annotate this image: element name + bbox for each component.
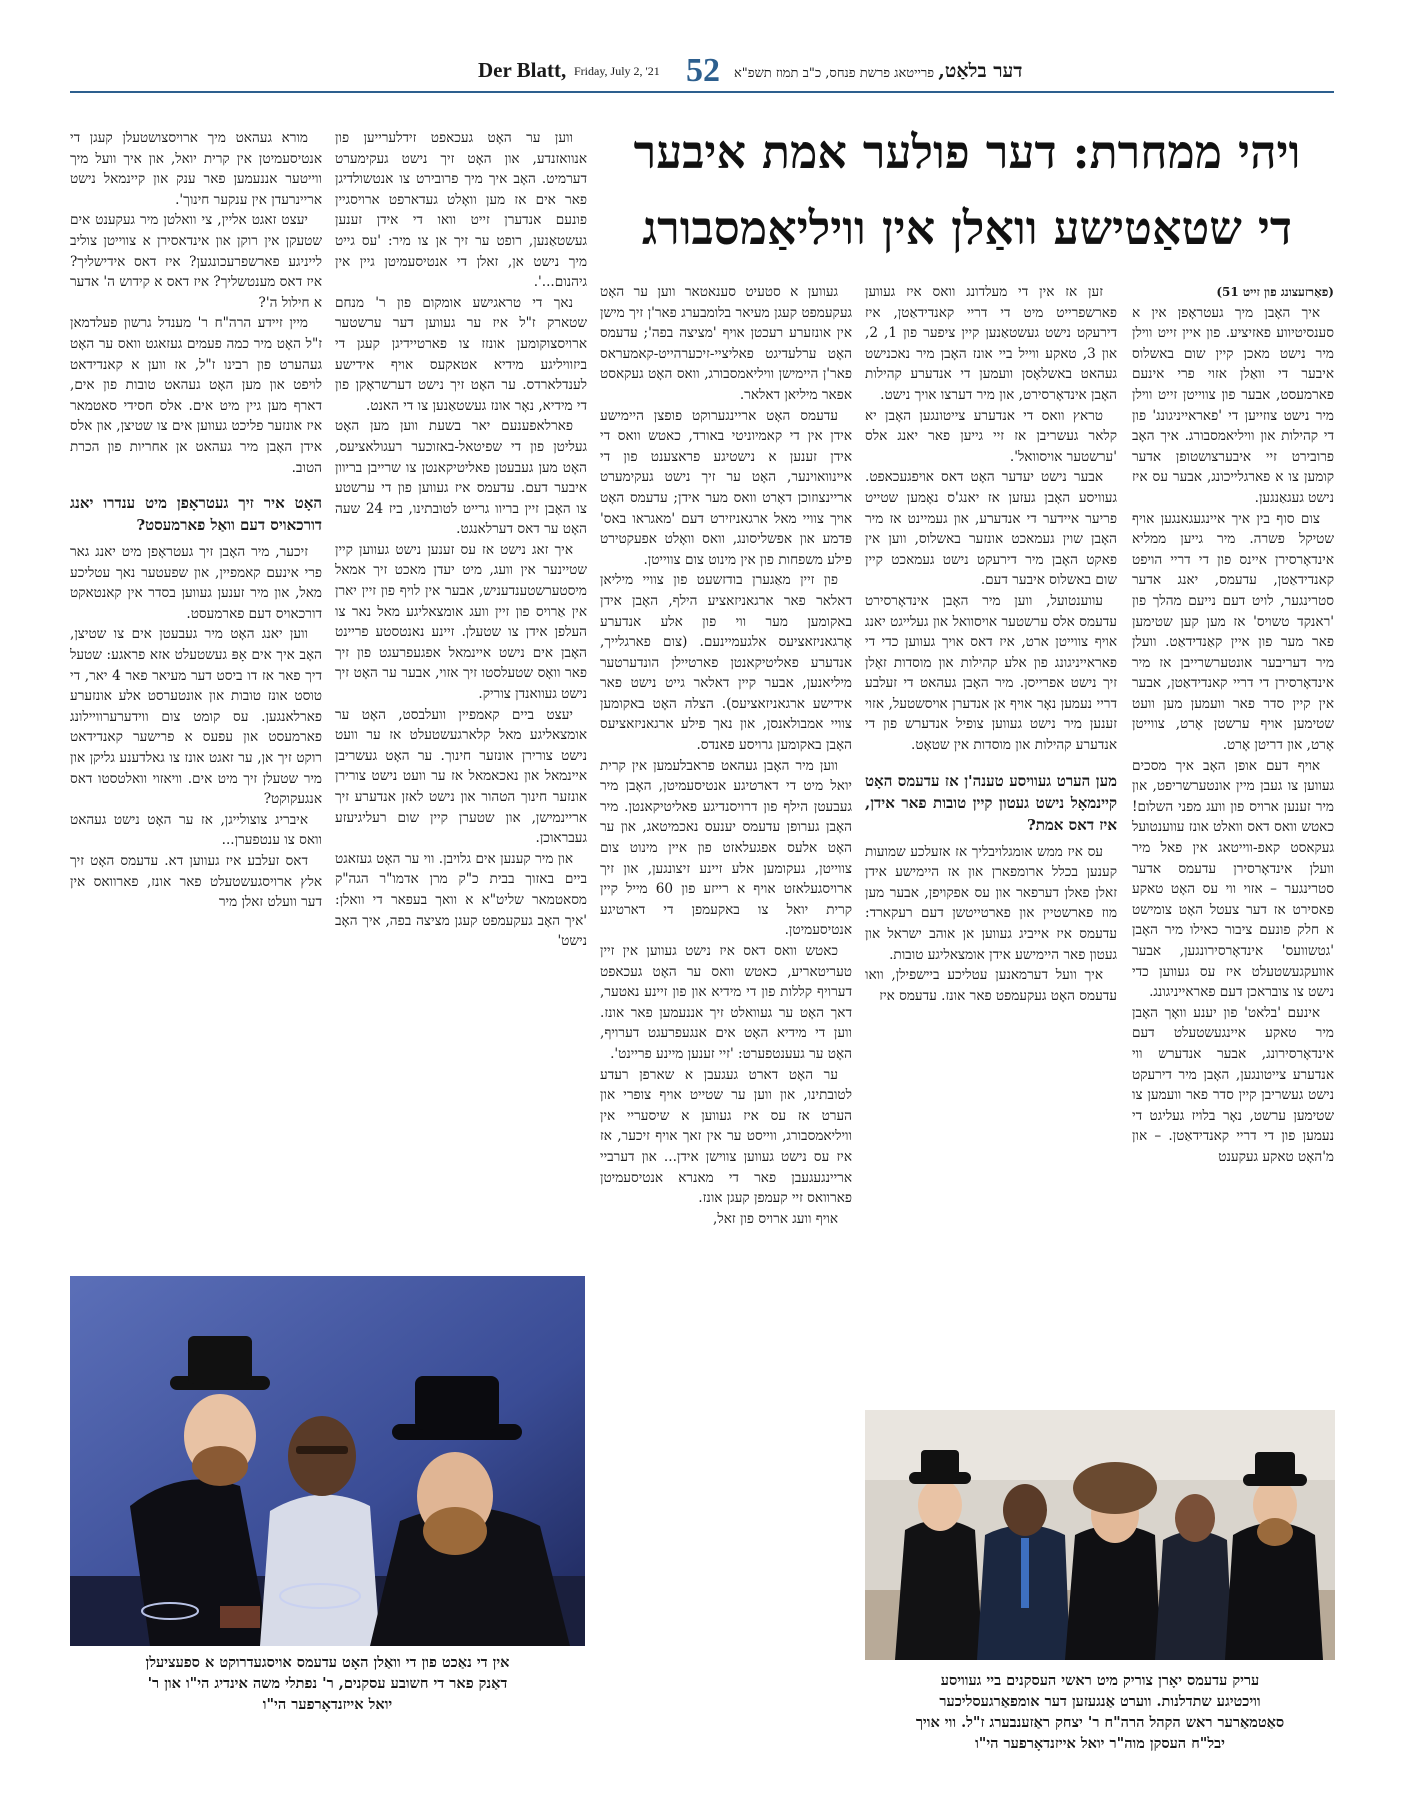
paragraph: ווען מיר האָבן געהאט פראבלעמען אין קרית יואל מיט די דארטיגע אנטיסעמיטן, האָבן מיר געבעטן הילף פון דרויסנדיגע פאליטיקאנטן. מיר האָבן גערופן עדעמס יענעס נאכמיטאג, און ער האָט אלעס אפגעלאזט פון איין מינוט צום צווייטן, געקומען אלע זיינע זיצונגען, און זיך ארויסגעלאזט אויף א רייזע פון 60 מייל קיין קרית יואל צו באקעמפן די דארטיגע אנטיסעמיטן. — [600, 757, 852, 939]
masthead-date-en: Friday, July 2, '21 — [574, 64, 660, 78]
paragraph: זיכער, מיר האָבן זיך געטראָפן מיט יאנג גאר פרי אינעם קאמפיין, און שפעטער נאך עטליכע מאל, און מיר זענען געווען בסדר אין קאנטאקט דורכאויס דעם פארמעסט. — [70, 544, 322, 622]
paragraph: עס איז ממש אומגלויבליך אז אזעלכע שמועות קענען בכלל ארומפארן און אז היימישע אידן זאלן פאלן דערפאר און עס אפקויפן, אבער מען מוז פארשטיין און פארטייטשן דעם רעקארד: עדעמס איז אייביג געווען אן אוהב ישראל און געטון פאר היימישע אידן אומצאליגע טובות. — [865, 843, 1117, 963]
continued-from-note: (פאַרזעצונג פון זייט 51) — [1216, 285, 1334, 299]
paragraph: כאטש וואס דאס איז נישט געווען אין זיין טעריטאריע, כאטש וואס ער האָט געכאפט דערויף קללות פון די מידיא און פון זיינע נאטער, דאך האָט ער געוואלט זיך אננעמען פאר אונז. ווען די מידיא האָט אים אנגעפרעגט דערויף, האָט ער געענטפערט: 'זיי זענען מיינע פריינט'. — [600, 943, 852, 1062]
paragraph: ער האָט דארט געגעבן א שארפן רעדע לטובתינו, און ווען ער שטייט אויף צופרי און הערט אז עס איז געווען א שיסעריי אין וויליאמסבורג, ווייסט ער אין זאך אויף זיכער, אז איז עס נישט געווען צווישן אידן... און דערביי אריינגעגעבן פאר די מאנרא אנטיסעמיטן פארוואס זיי קעמפן קעגן אונז. — [600, 1066, 852, 1207]
paragraph: פארלאפענעם יאר בשעת ווען מען האָט געליטן פון די שפיטאל-באזוכער רעגולאציעס, האָט מען געבעטן פאליטיקאנטן צו שרייבן בריוון איבער דעם. עדעמס איז געווען פון די ערשטע צו האָבן זיין בריוו גרייט לטובתינו, ביז 24 שעה האָט ער דאס דערלאנגט. — [335, 418, 587, 538]
paragraph: איך האָבן מיך געטראָפן אין א סענסיטיווע פאזיציע. פון איין זייט ווילן מיר נישט מאכן קיין שום באשלוס איבער די וואַלן אזוי פרי אינעם פארמעסט, אבער פון צווייטן זייט ווילן מיר נישט צוזייען די 'פאראייניגונג' פון די קהילות און וויליאמסבורג. איך האָב פרובירט זיי איבערצושטופן אדער קומען צו א פארגלייכונג, אבער עס איז נישט געגאַנגען. — [1132, 304, 1334, 506]
paragraph: אינעם 'בלאט' פון יענע וואָך האָבן מיר טאקע איינגעשטעלט דעם אינדאָרסירונג, אבער אנדערש ווי אנדערע צייטונגען, האָבן מיר דירעקט נישט געשריבן קיין סדר פאר וועמען צו שטימען ערשט, נאָר בלויז געליגט די נעמען פון די דריי קאנדידאַטן. – און מ'האָט טאקע געקענט — [1132, 1004, 1334, 1165]
paragraph: און מיר קענען אים גלויבן. ווי ער האָט געזאגט ביים באזוך בבית כ"ק מרן אדמו"ר הגה"ק מסאטמאר שליט"א א וואך בעפאר די וואלן: 'איך האָב געקעמפט קעגן מציצה בפה, איך האָב נישט' — [335, 850, 587, 950]
masthead-paper-name-he: דער בלאַט, — [938, 60, 1023, 82]
paragraph: איך זאג נישט אז עס זענען נישט געווען קיין שטיינער אין וועג, מיט יעדן מאכט זיך אמאל מיסטערשטענדעניש, אבער אין לויף פון זיין יארן אין אַרויס פון זיין וועג אומצאליגע מאל נאר צו העלפן אידן צו שטעלן. זיינע נאנטסטע פריינט האָבן אים נישט איינמאל אפגעפרעגט פון זיך פאר וואָס שטעלסטו זיך אזוי, אבער ער האָט זיך נישט געוואנדן צוריק. — [335, 541, 587, 703]
paragraph: ווען ער האָט געכאפט זידלערייען פון אנוואזנדע, און האָט זיך נישט געקימערט דערמיט. האָב איך מיך פרובירט צו אנטשולדיגן פאר אים אז מען וואָלט געדארפט ארויסגיין פונעם אנדערן זייט וואו די אידן זענען געשטאַנען, רופט ער זיך אן צו מיר: 'עס גייט מיך נישט אן, זאלן די אנטיסעמיטן גיין אין גיהנום...'. — [335, 130, 587, 291]
paragraph: פון זיין מאַגערן בודזשעט פון צוויי מיליאן דאלאר פאר ארגאניזאציע הילף, האָבן אידן באקומען מער ווי פון אלע אנדערע אָרגאניזאציעס אלגעמיינעם. (צום פארגלייך, אנדערע פאליטיקאנטן פארטיילן הונדערטער מיליאנען, אבער קיין דאלאר גייט נישט פאר אידישע ארגאניזאציעס). הצלה האָט באקומען צוויי אמבולאנסן, און נאך פילע ארגאניזאציעס האָבן באקומען גרויסע פאנדס. — [600, 572, 852, 754]
paragraph: יעצט זאגט אליין, צי וואלטן מיר געקענט אים שטעקן אין רוקן און אינדאסירן א צווייטן צוליב לייניגע פארשפרעכונגען? איז דאס אידישליך? איז דאס מענטשליך? איז דאס א קידוש ה' אדער א חילול ה'? — [70, 212, 322, 311]
photo-election-night-caption — [70, 1652, 585, 1715]
paragraph: איך וועל דערמאנען עטליכע ביישפילן, וואו עדעמס האָט געקעמפט פאר אונז. עדעמס איז — [865, 967, 1117, 1004]
article-column-3 — [600, 282, 852, 1710]
caption-line: יבל"ח העסקן מוה"ר יואל אייזנדאָרפער הי"ו — [975, 1735, 1225, 1752]
masthead-rule — [70, 91, 1334, 93]
paragraph: יעצט ביים קאמפיין וועלבסט, האָט ער אומצאליגע מאל קלארגעשטעלט אז ער וועט נישט צורירן אונזער חינוך. ער האָט געשריבן איינמאל און נאכאמאל אז ער וועט נישט צורירן אונזער חינוך הטהור און נישט לאזן אנדערע זיך אריינמישן, און שטערן קיין שום רעליגיעזע געבראוכן. — [335, 706, 587, 847]
article-column-2 — [865, 282, 1117, 1402]
photo-election-night-image — [70, 1276, 585, 1646]
headline-line-1: ויהי ממחרת: דער פולער אמת איבער — [633, 125, 1301, 179]
photo-askanim-meeting — [865, 1410, 1335, 1660]
paragraph: אויף וועג ארויס פון זאל, — [713, 1210, 838, 1227]
masthead-date-he: פרייטאג פרשת פנחס, כ"ב תמוז תשפ"א — [734, 66, 935, 81]
caption-line: דאַנק פאר די חשובע עסקנים, ר' נפתלי משה אינדיג הי"ו און ר' — [147, 1675, 508, 1692]
paragraph: איבריג צוצולייגן, אז ער האָט נישט געהאט וואס צו ענטפערן... — [70, 811, 322, 849]
paragraph: טראץ וואס די אנדערע צייטונגען האָבן יא קלאר געשריבן אז זיי גייען פאר יאנג אלס 'ערשטער אויסוואל'. — [865, 407, 1117, 465]
paragraph: עדעמס האָט אריינגערוקט פופצן היימישע אידן אין די קאמיוניטי באורד, כאטש וואס די אידן זענען א נישטיגע פראצענט פון די איינוואוינער, האָט ער זיך נישט געקימערט אריינצוזוכן דאָרט וואס מער אידן; עדעמס האָט אויך צוויי מאל ארגאניזירט דעם 'מאגראו באס' פּדמע און אפשליסונג, וואס וואָלט אפעקטירט פילע משפחות פון אין מינוט צום צווייטן. — [600, 407, 852, 568]
paragraph: ווען יאנג האָט מיר געבעטן אים צו שטיצן, האָב איך אים אָפּ געשטעלט אזא פראגע: שטעל דיך פאר אז דו ביסט דער מעיאר פאר 4 יאר, די טוסט אונז טובות און אונטערסט אלע אונזערע פארלאנגען. עס קומט צום ווידערערוויילונג פארמעסט און עפעס א פרישער קאנדידאט רוקט זיך אן, ער זאגט אונז צו גאלדענע גליקן און מיר שטעלן זיך מיט אים. וויאזוי וואלטסטו דאס אנגעקוקט? — [70, 626, 322, 808]
caption-line: עריק עדעמס יאָרן צוריק מיט ראשי העסקנים ביי געוויסע — [940, 1672, 1260, 1689]
paragraph: זען אז אין די מעלדונג וואס איז געווען פארשפרייט מיט די דריי קאנדידאַטן, איז דירעקט נישט געשטאַנען קיין ציפער פון 1, 2, און 3, טאקע ווייל ביי אונז האָבן מיר נאכנישט געהאט באשלאָסן וועמען די אנדערע קהילות האָבן אינדאָרסירט, און מיר דערצו אויך נישט. — [865, 284, 1117, 403]
masthead-hebrew — [734, 60, 1022, 83]
article-column-1 — [1132, 282, 1334, 1402]
caption-line: אין די נאַכט פון די וואַלן האָט עדעמס אויסגעדרוקט א ספעציעלן — [145, 1654, 510, 1671]
article-column-5 — [70, 128, 322, 1270]
paragraph: צום סוף בין איך איינגעגאנגען אויף שטיקל פשרה. מיר גייען ממליא אינדאָרסירן איינס פון די דריי הויפט קאנדידאַטן, עדעמס, יאנג אדער סטרינגער, לויט דעם נייעם מהלך פון 'ראנקד טשויס' אז מען קען שטימען פאר מער פון איין קאַנדידאַט. וועלן מיר דעריבער אונטערשרייבן אז מיר אינדאָרסירן די דריי קאנדידאַטן, אבער אין קיין סדר פאר וועמען מען וועט שטימען אויף ערשטן אָרט, צווייטן אָרט, און דריטן אָרט. — [1132, 510, 1334, 754]
caption-line: יואל אייזנדאָרפער הי"ו — [262, 1696, 393, 1713]
subheading: מען הערט געוויסע טענה'ן אז עדעמס האָט קיינמאָל נישט געטון קיין טובות פאר אידן, איז דאס אמת? — [865, 771, 1117, 834]
caption-line: סאַטמאַרער ראש הקהל הרה"ח ר' יצחק ראַזענבערג ז"ל. ווי אויך — [915, 1714, 1285, 1731]
photo-askanim-meeting-caption — [865, 1670, 1335, 1754]
page-number: 52 — [686, 52, 720, 89]
paragraph: עווענטועל, ווען מיר האָבן אינדאָרסירט עדעמס אלס ערשטער אויסוואל און געלייגט יאנג אויף צווייטן ארט, איז דאס אויך געווען כדי די פאראייניגונג פון אלע קהילות און מוסדות זאָלן זיך נישט אפרייסן. מיר האָבן געהאט די זעלבע דריי נעמען נאָר אויף אן אנדערן אויסשטעל, אזוי זענען מיר נישט געווען צופיל אנדערש פון די אנדערע קהילות און מוסדות אין שטאָט. — [865, 592, 1117, 754]
subheading: האָט איר זיך געטראָפן מיט ענדרו יאנג דורכאויס דעם וואַל פארמעסט? — [70, 494, 322, 535]
paragraph: מורא געהאט מיך ארויסצושטעלן קעגן די אנטיסעמיטן אין קרית יואל, און איך וועל מיך ווייטער אננעמען פאר ענק און קיינמאל נישט אריינרעדן אין ענקער חינוך'. — [70, 130, 322, 208]
paragraph: נאך די טראגישע אומקום פון ר' מנחם שטארק ז"ל איז ער געווען דער ערשטער ארויסצוקומען אונזז צו פארטיידיגן קעגן די ביזוויליגע מידיא אטאקעס אויף אידישע לענדלארדס. ער האָט זיך נישט דערשראָקן פון די מידיא, נאָר אונז געשטאַנען צו די האנט. — [335, 294, 587, 414]
paragraph: דאס זעלבע איז געווען דא. עדעמס האָט זיך אלץ ארויסגעשטעלט פאר אונז, פארוואס אין דער וועלט זאלן מיר — [70, 853, 322, 911]
headline-line-2: די שטאַטישע וואַלן אין וויליאַמסבורג — [641, 201, 1293, 255]
article-column-4 — [335, 128, 587, 1270]
photo-askanim-meeting-image — [865, 1410, 1335, 1660]
paragraph: מיין זיידע הרה"ח ר' מענדל גרשון פעלדמאן ז"ל האָט מיר כמה פעמים געזאגט וואס ער האָט געהערט פון רבינו ז"ל, אז ווען א קאנדידאט לויפט און מען האָט געהאט טובות פון אים, דארף מען גיין מיט אים. אלס חסידי סאטמאר איז אונזער פליכט געווען אים צו שטיצן, און אלס אידן האָבן מיר געהאט אן אחריות פון הכרת הטוב. — [70, 315, 322, 476]
masthead-paper-name-en: Der Blatt, — [478, 58, 567, 82]
caption-line: וויכטיגע שתדלנות. ווערט אַנגעזען דער אומפאַרגעסליכער — [939, 1693, 1261, 1710]
paragraph: אבער נישט יעדער האָט דאס אויפגעכאפט. געוויסע האָבן געזען אז יאנג'ס נאָמען שטייט פריער איידער די אנדערע, און געמיינט אז מיר האָבן שוין געמאכט אונזער באשלוס, ווען אין פאקט האָבן מיר דירעקט נישט געמאכט קיין שום באשלוס איבער דעם. — [865, 469, 1117, 589]
paragraph: אויף דעם אופן האָב איך מסכים געווען צו געבן מיין אונטערשריפט, און מיר זענען ארויס פון וועג מפני השלום! כאטש וואס דאס וואלט אונז עווענטועל געקאסט קאפ-ווייטאג אין פאל מיר וועלן אינדאָרסירן עדעמס אדער סטרינגער – אזוי ווי עס האָט טאקע פאסירט אז דער צעטל האָט צומישט א חלק פונעם ציבור כאילו מיר האָבן 'גטשוועס' אינדאָרסירונגען, אבער אוועקגעשטעלט איז עס געווען כדי נישט צו צובראכן דעם פאראייניגונג. — [1132, 757, 1334, 1001]
photo-election-night — [70, 1276, 585, 1646]
paragraph: געווען א סטעיט סענאטאר ווען ער האָט געקעמפט קעגן מעיאר בלומבערג פאר'ן זיך מישן אין אונזערע רעכטן אויף 'מציצה בפה'; עדעמס האָט ערלעדיגט פאליציי-זיכערהייט-קאמעראס פאר'ן היימישן וויליאמסבורג, וואס האָט געקאסט אפאר מיליאן דאלאר. — [600, 284, 852, 403]
